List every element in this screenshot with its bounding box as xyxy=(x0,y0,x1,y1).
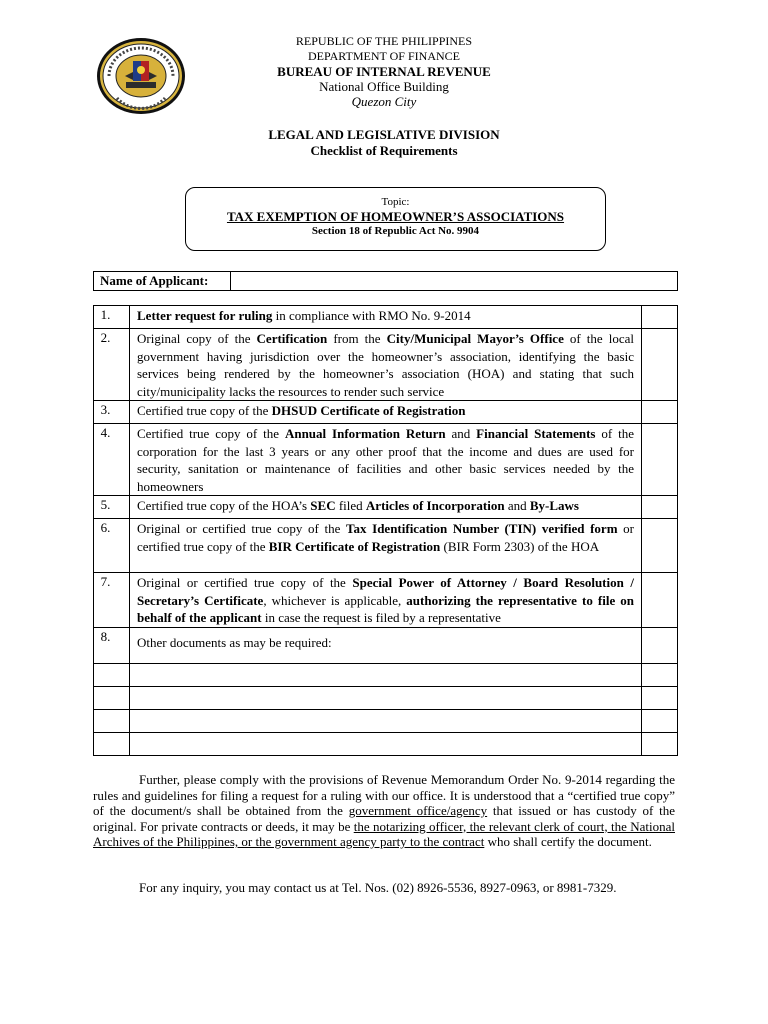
requirement-text xyxy=(130,627,642,663)
paragraph-underline-1: government office/agency xyxy=(348,803,488,818)
topic-label: Topic: xyxy=(381,196,410,208)
division-name: LEGAL AND LEGISLATIVE DIVISION xyxy=(268,127,500,142)
blank-entry-field[interactable] xyxy=(130,686,642,709)
requirement-text xyxy=(130,329,642,401)
letterhead xyxy=(230,34,538,109)
requirement-text xyxy=(130,496,642,519)
blank-number-cell xyxy=(94,709,130,732)
blank-entry-field[interactable] xyxy=(130,709,642,732)
requirement-number xyxy=(94,496,130,519)
applicant-label: Name of Applicant: xyxy=(94,272,231,290)
building-line: National Office Building xyxy=(319,79,449,94)
requirement-text-part: in case the request is filed by a representative xyxy=(261,610,501,625)
instructions-paragraph xyxy=(93,772,675,850)
topic-section: Section 18 of Republic Act No. 9904 xyxy=(311,225,480,237)
requirement-text-part: By-Laws xyxy=(529,498,579,513)
requirement-checkbox[interactable] xyxy=(642,573,678,628)
requirement-text-part: Certified true copy of the xyxy=(137,426,285,441)
requirement-text-part: City/Municipal Mayor’s Office xyxy=(386,331,564,346)
requirement-number-text: 3. xyxy=(100,402,111,417)
blank-checkbox[interactable] xyxy=(642,663,678,686)
requirement-text-part: or certified true copy of the xyxy=(137,521,634,554)
applicant-name-field[interactable] xyxy=(231,272,677,290)
requirement-text xyxy=(130,306,642,329)
requirement-text-part: Other documents as may be required: xyxy=(137,634,332,650)
paragraph-text-2: that issued or has custody of the original. For private contracts or deeds, it may be xyxy=(93,803,676,834)
requirement-checkbox[interactable] xyxy=(642,401,678,424)
requirement-row xyxy=(94,401,678,424)
requirement-text-part: Certified true copy of the xyxy=(137,403,272,418)
requirement-text-part: Annual Information Return xyxy=(284,426,446,441)
requirement-checkbox[interactable] xyxy=(642,329,678,401)
requirement-text-part: and xyxy=(445,426,477,441)
requirement-text-part: Letter request for ruling xyxy=(137,308,273,323)
blank-entry-field[interactable] xyxy=(130,732,642,755)
topic-box xyxy=(185,187,606,251)
republic-line: REPUBLIC OF THE PHILIPPINES xyxy=(295,34,473,48)
requirement-text xyxy=(130,519,642,573)
requirement-number xyxy=(94,627,130,663)
requirement-checkbox[interactable] xyxy=(642,496,678,519)
requirement-number xyxy=(94,401,130,424)
requirements-table xyxy=(93,305,678,756)
requirement-checkbox[interactable] xyxy=(642,519,678,573)
requirement-text-part: Original or certified true copy of the xyxy=(137,521,347,536)
blank-checkbox[interactable] xyxy=(642,686,678,709)
department-line: DEPARTMENT OF FINANCE xyxy=(308,49,460,63)
requirement-number-text: 8. xyxy=(100,628,111,644)
division-block xyxy=(180,127,588,159)
requirement-number-text: 2. xyxy=(100,330,111,345)
requirement-checkbox[interactable] xyxy=(642,627,678,663)
requirement-text-part: authorizing the representative to file on behalf of the applicant xyxy=(137,592,634,625)
blank-number-cell xyxy=(94,686,130,709)
blank-row xyxy=(94,663,678,686)
requirement-text-part: Original copy of the xyxy=(137,331,257,346)
requirement-row xyxy=(94,573,678,628)
requirement-number-text: 6. xyxy=(100,520,111,535)
requirement-number xyxy=(94,573,130,628)
blank-checkbox[interactable] xyxy=(642,709,678,732)
requirement-number-text: 1. xyxy=(100,307,111,322)
blank-number-cell xyxy=(94,732,130,755)
blank-row xyxy=(94,732,678,755)
requirement-number xyxy=(94,306,130,329)
requirement-text-part: (BIR Form 2303) of the HOA xyxy=(440,538,600,554)
requirement-checkbox[interactable] xyxy=(642,424,678,496)
requirement-text-part: Financial Statements xyxy=(476,426,596,441)
blank-entry-field[interactable] xyxy=(130,663,642,686)
requirement-row xyxy=(94,627,678,663)
requirement-text-part: of the corporation for the last 3 years or any other proof that the income and dues are used for security, sanitation or maintenance of facilities and other basic services needed by the homeowners xyxy=(137,426,634,494)
blank-checkbox[interactable] xyxy=(642,732,678,755)
requirement-text-part: Certification xyxy=(256,331,328,346)
city-line: Quezon City xyxy=(351,94,417,109)
requirement-row xyxy=(94,496,678,519)
bureau-line: BUREAU OF INTERNAL REVENUE xyxy=(277,64,491,79)
requirement-row xyxy=(94,424,678,496)
requirement-text-part: of the local government having jurisdiction over the homeowner’s association, identifying the basic services being rendered by the homeowner’s association (HOA) and stating that such city/municipality lacks the resources to render such service xyxy=(137,331,635,399)
requirement-text xyxy=(130,401,642,424)
blank-row xyxy=(94,686,678,709)
requirement-text-part: Articles of Incorporation xyxy=(365,498,505,513)
paragraph-text-3: who shall certify the document. xyxy=(484,834,652,849)
requirement-number-text: 7. xyxy=(100,574,111,589)
requirement-text xyxy=(130,424,642,496)
requirement-number-text: 4. xyxy=(100,425,111,440)
topic-title: TAX EXEMPTION OF HOMEOWNER’S ASSOCIATIONS xyxy=(226,209,565,224)
requirement-row xyxy=(94,329,678,401)
requirement-checkbox[interactable] xyxy=(642,306,678,329)
requirement-text-part: Certified true copy of the HOA’s xyxy=(137,498,311,513)
requirement-text-part: DHSUD Certificate of Registration xyxy=(271,403,466,418)
requirement-row xyxy=(94,306,678,329)
requirement-text-part: Original or certified true copy of the xyxy=(137,575,353,590)
blank-row xyxy=(94,709,678,732)
requirement-text-part: from the xyxy=(327,331,387,346)
checklist-subtitle: Checklist of Requirements xyxy=(310,143,458,158)
requirement-number xyxy=(94,329,130,401)
requirement-text xyxy=(130,573,642,628)
requirement-text-part: and xyxy=(504,498,530,513)
requirement-text-part: , whichever is applicable, xyxy=(263,592,407,608)
contact-line: For any inquiry, you may contact us at Tel. Nos. (02) 8926-5536, 8927-0963, or 8981-7329. xyxy=(139,880,617,895)
requirement-text-part: SEC xyxy=(310,498,336,513)
requirement-text-part: Tax Identification Number (TIN) verified form xyxy=(346,521,618,536)
requirement-text-part: filed xyxy=(335,498,366,513)
blank-number-cell xyxy=(94,663,130,686)
paragraph-underline-2: the notarizing officer, the relevant clerk of court, the National Archives of the Philippines, or the government agency party to the contract xyxy=(93,818,675,849)
requirement-number xyxy=(94,424,130,496)
requirement-text-part: in compliance with RMO No. 9-2014 xyxy=(272,308,471,323)
requirement-text-part: BIR Certificate of Registration xyxy=(268,538,441,554)
requirement-text-part: Special Power of Attorney / Board Resolution / Secretary’s Certificate xyxy=(137,575,634,608)
bir-seal-logo xyxy=(95,36,187,116)
requirement-number xyxy=(94,519,130,573)
paragraph-text-1: Further, please comply with the provisions of Revenue Memorandum Order No. 9-2014 regarding the rules and guidelines for filing a request for a ruling with our office. It is understood that a “certified true copy” of the document/s shall be obtained from the xyxy=(93,772,675,818)
requirement-number-text: 5. xyxy=(100,497,111,512)
applicant-row xyxy=(93,271,678,291)
requirement-row xyxy=(94,519,678,573)
